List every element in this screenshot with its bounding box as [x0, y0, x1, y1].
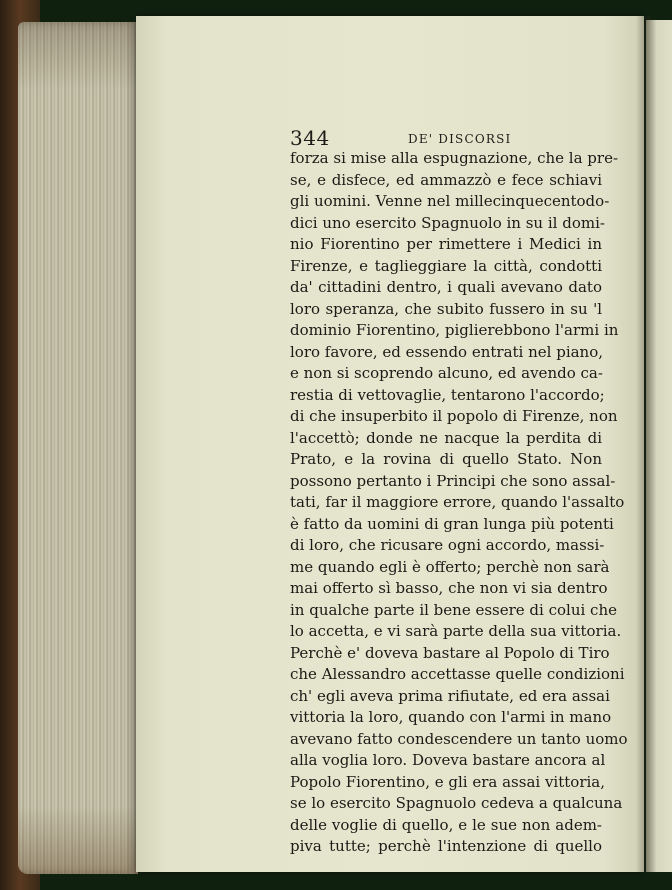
running-head: DE' DISCORSI: [408, 132, 512, 146]
page-edge-shading: [18, 22, 138, 874]
facing-page-edge: [646, 20, 672, 872]
page-number: 344: [290, 126, 330, 150]
text-line: loro speranza, che subito fussero in su 'l: [290, 299, 602, 318]
text-line: dominio Fiorentino, piglierebbono l'armi in: [290, 321, 619, 339]
text-line: da' cittadini dentro, i quali avevano dato: [290, 278, 602, 296]
text-line: gli uomini. Venne nel millecinquecentodo-: [290, 192, 610, 210]
text-line: è fatto da uomini di gran lunga più potenti: [290, 514, 614, 533]
text-line: avevano fatto condescendere un tanto uomo: [290, 729, 628, 748]
text-line: forza si mise alla espugnazione, che la pre-: [290, 149, 619, 167]
text-line: di loro, che ricusare ogni accordo, massi-: [290, 536, 605, 554]
text-line: Perchè e' doveva bastare al Popolo di Tiro: [290, 643, 610, 662]
body-text: [290, 148, 628, 858]
text-line: vittoria la loro, quando con l'armi in mano: [290, 708, 612, 726]
text-line: in qualche parte il bene essere di colui che: [290, 600, 617, 619]
text-line: restia di vettovaglie, tentarono l'accordo;: [290, 385, 605, 404]
text-line: dici uno esercito Spagnuolo in su il domi-: [290, 213, 605, 232]
text-line: l'accettò; donde ne nacque la perdita di: [290, 428, 602, 447]
text-line: Firenze, e taglieggiare la città, condotti: [290, 256, 602, 275]
text-line: possono pertanto i Principi che sono assal-: [290, 471, 616, 490]
text-line: alla voglia loro. Doveva bastare ancora al: [290, 751, 606, 769]
text-line: che Alessandro accettasse quelle condizioni: [290, 665, 625, 683]
text-line: Popolo Fiorentino, e gli era assai vittoria,: [290, 772, 605, 791]
text-line: tati, far il maggiore errore, quando l'assalto: [290, 493, 625, 511]
text-line: me quando egli è offerto; perchè non sarà: [290, 557, 610, 576]
text-line: lo accetta, e vi sarà parte della sua vittoria.: [290, 622, 622, 640]
text-line: di che insuperbito il popolo di Firenze, non: [290, 407, 618, 425]
text-line: piva tutte; perchè l'intenzione di quello: [290, 837, 602, 855]
text-line: mai offerto sì basso, che non vi sia dentro: [290, 579, 608, 597]
text-line: Prato, e la rovina di quello Stato. Non: [290, 450, 602, 468]
text-line: ch' egli aveva prima rifiutate, ed era assai: [290, 686, 610, 705]
text-line: e non si scoprendo alcuno, ed avendo ca-: [290, 364, 603, 382]
text-line: delle voglie di quello, e le sue non adem-: [290, 815, 602, 834]
text-line: se, e disfece, ed ammazzò e fece schiavi: [290, 170, 602, 189]
text-line: se lo esercito Spagnuolo cedeva a qualcuna: [290, 794, 623, 812]
text-line: nio Fiorentino per rimettere i Medici in: [290, 235, 602, 253]
text-line: loro favore, ed essendo entrati nel piano,: [290, 342, 604, 361]
page-header: [290, 126, 610, 150]
